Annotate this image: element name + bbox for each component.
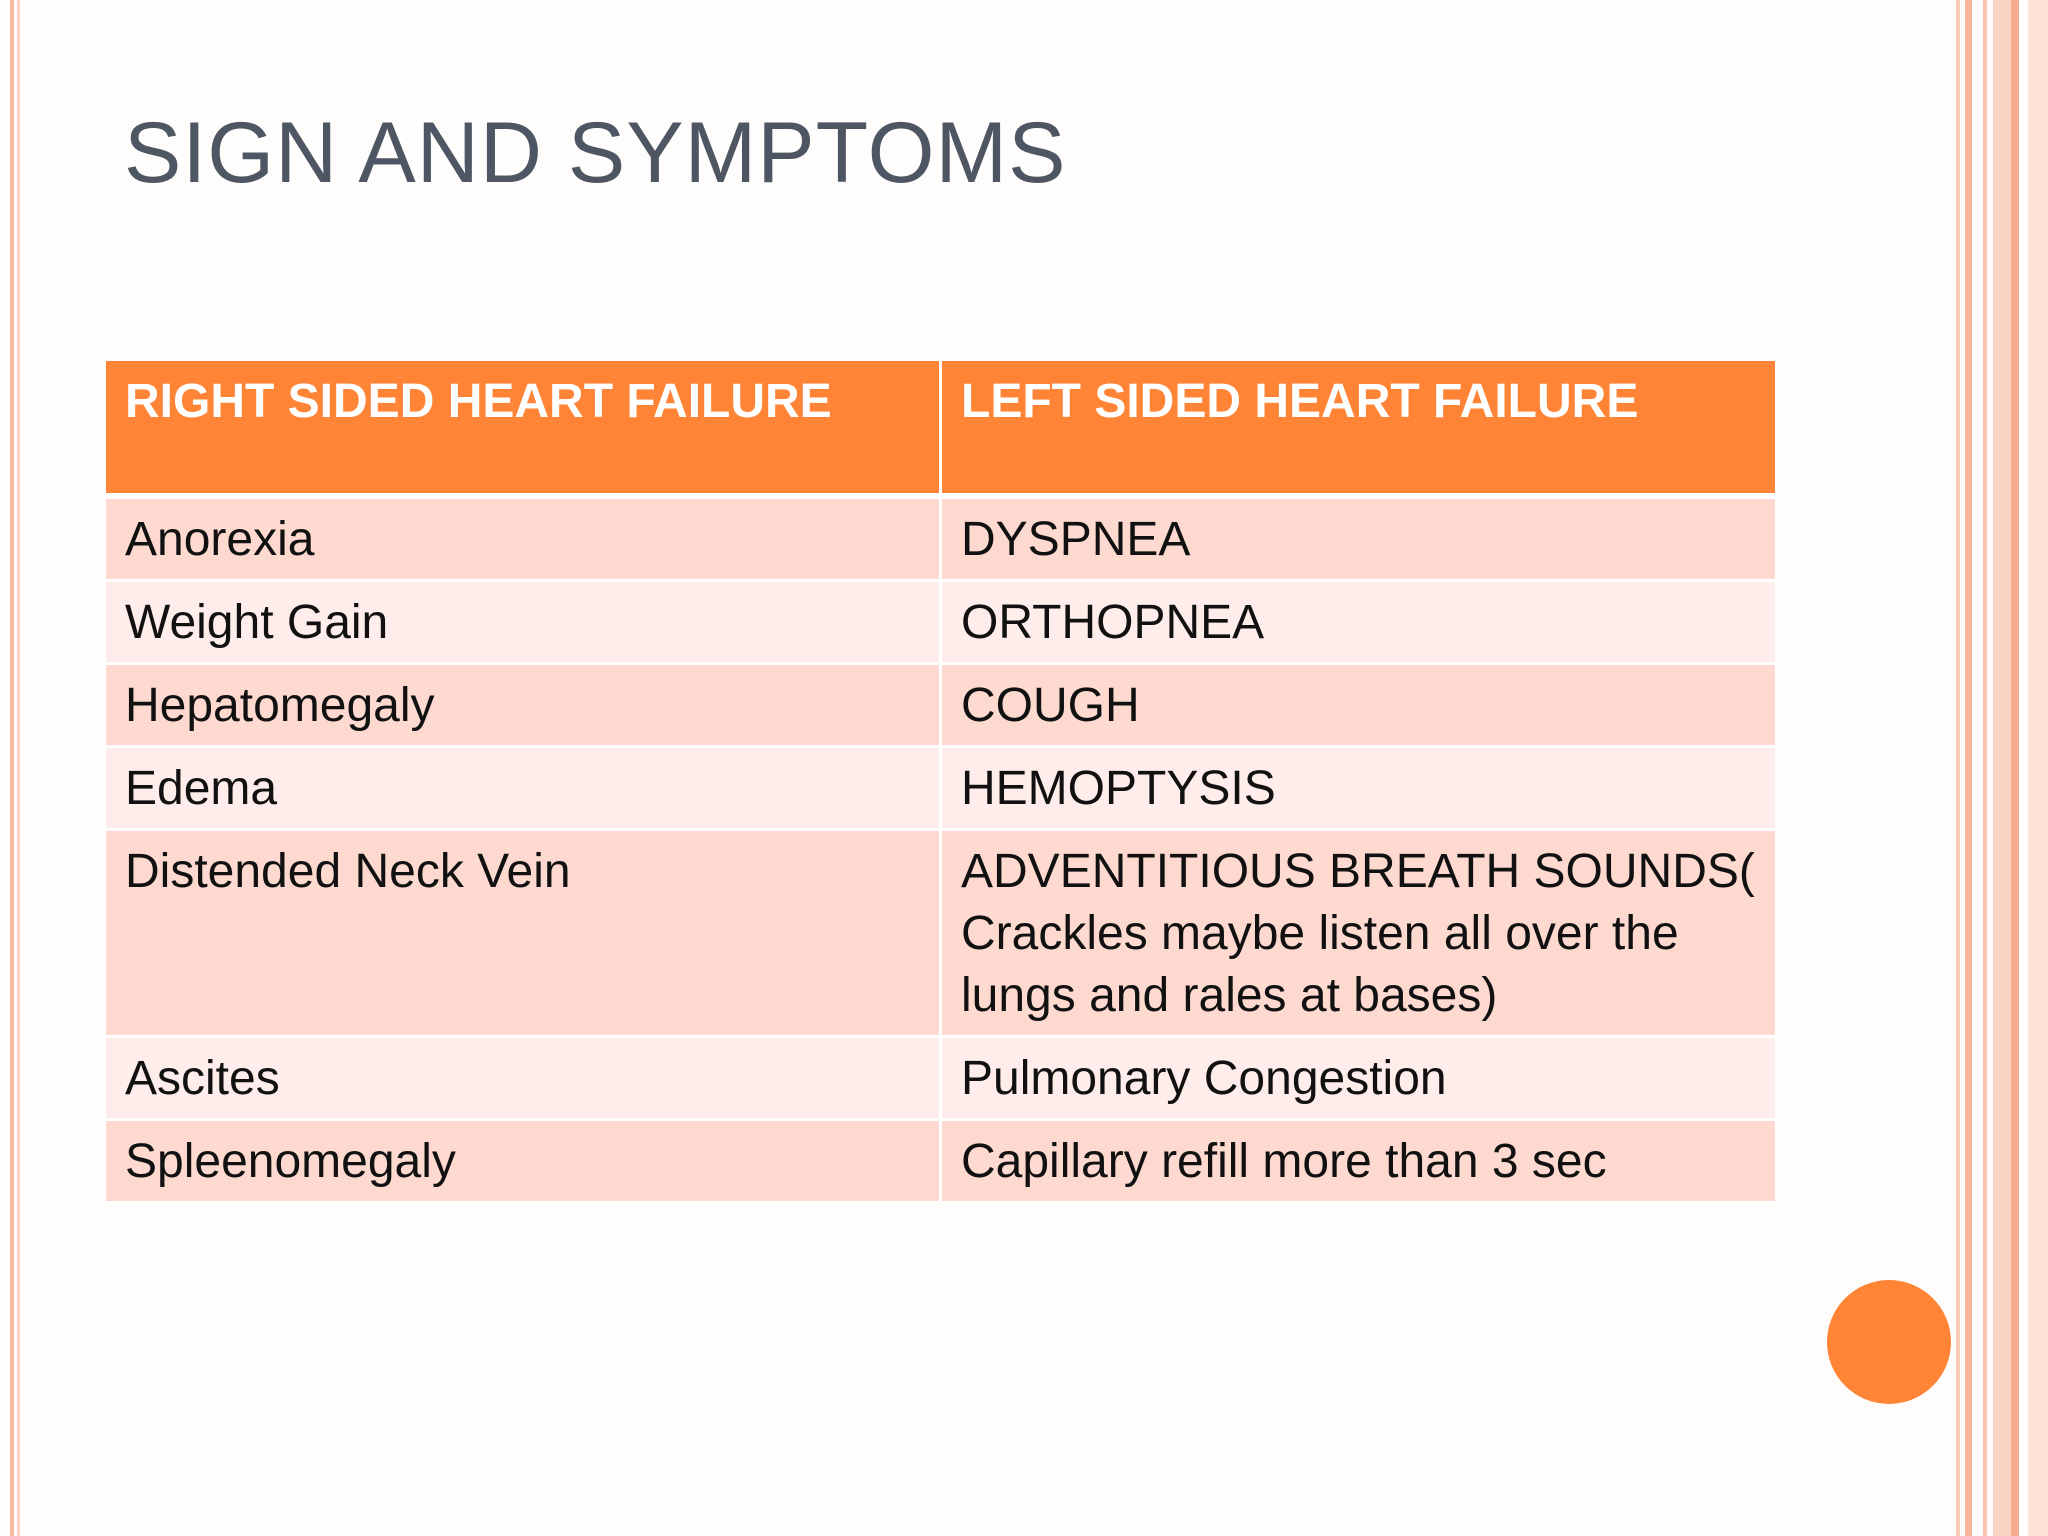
table-cell: COUGH	[941, 664, 1777, 747]
table-cell: Pulmonary Congestion	[941, 1037, 1777, 1120]
decor-stripe	[2011, 0, 2019, 1536]
table-cell: Capillary refill more than 3 sec	[941, 1120, 1777, 1203]
decor-stripe	[1965, 0, 1972, 1536]
table-cell: Ascites	[105, 1037, 941, 1120]
table-row	[105, 747, 1777, 830]
decor-stripe	[1983, 0, 1987, 1536]
header-right-sided: RIGHT SIDED HEART FAILURE	[105, 360, 941, 497]
table-cell: Anorexia	[105, 496, 941, 581]
table-cell: ORTHOPNEA	[941, 581, 1777, 664]
slide-title: SIGN AND SYMPTOMS	[124, 105, 1067, 201]
table-row	[105, 581, 1777, 664]
decor-stripe	[1956, 0, 1960, 1536]
table-cell: Spleenomegaly	[105, 1120, 941, 1203]
table-cell: Edema	[105, 747, 941, 830]
table-cell: Hepatomegaly	[105, 664, 941, 747]
table-row	[105, 1037, 1777, 1120]
table-cell: HEMOPTYSIS	[941, 747, 1777, 830]
table-cell: ADVENTITIOUS BREATH SOUNDS( Crackles maybe listen all over the lungs and rales at bases)	[941, 830, 1777, 1037]
table-row	[105, 496, 1777, 581]
table-row	[105, 830, 1777, 1037]
header-left-sided: LEFT SIDED HEART FAILURE	[941, 360, 1777, 497]
accent-circle-decoration	[1827, 1280, 1951, 1404]
table-cell: Weight Gain	[105, 581, 941, 664]
table-cell: DYSPNEA	[941, 496, 1777, 581]
decor-stripe	[2028, 0, 2048, 1536]
table-header-row	[105, 360, 1777, 497]
table-row	[105, 1120, 1777, 1203]
decor-stripe	[10, 0, 14, 1536]
table-row	[105, 664, 1777, 747]
decor-stripe	[17, 0, 20, 1536]
table-cell: Distended Neck Vein	[105, 830, 941, 1037]
decor-stripe	[1993, 0, 2011, 1536]
symptoms-table	[103, 358, 1778, 1204]
